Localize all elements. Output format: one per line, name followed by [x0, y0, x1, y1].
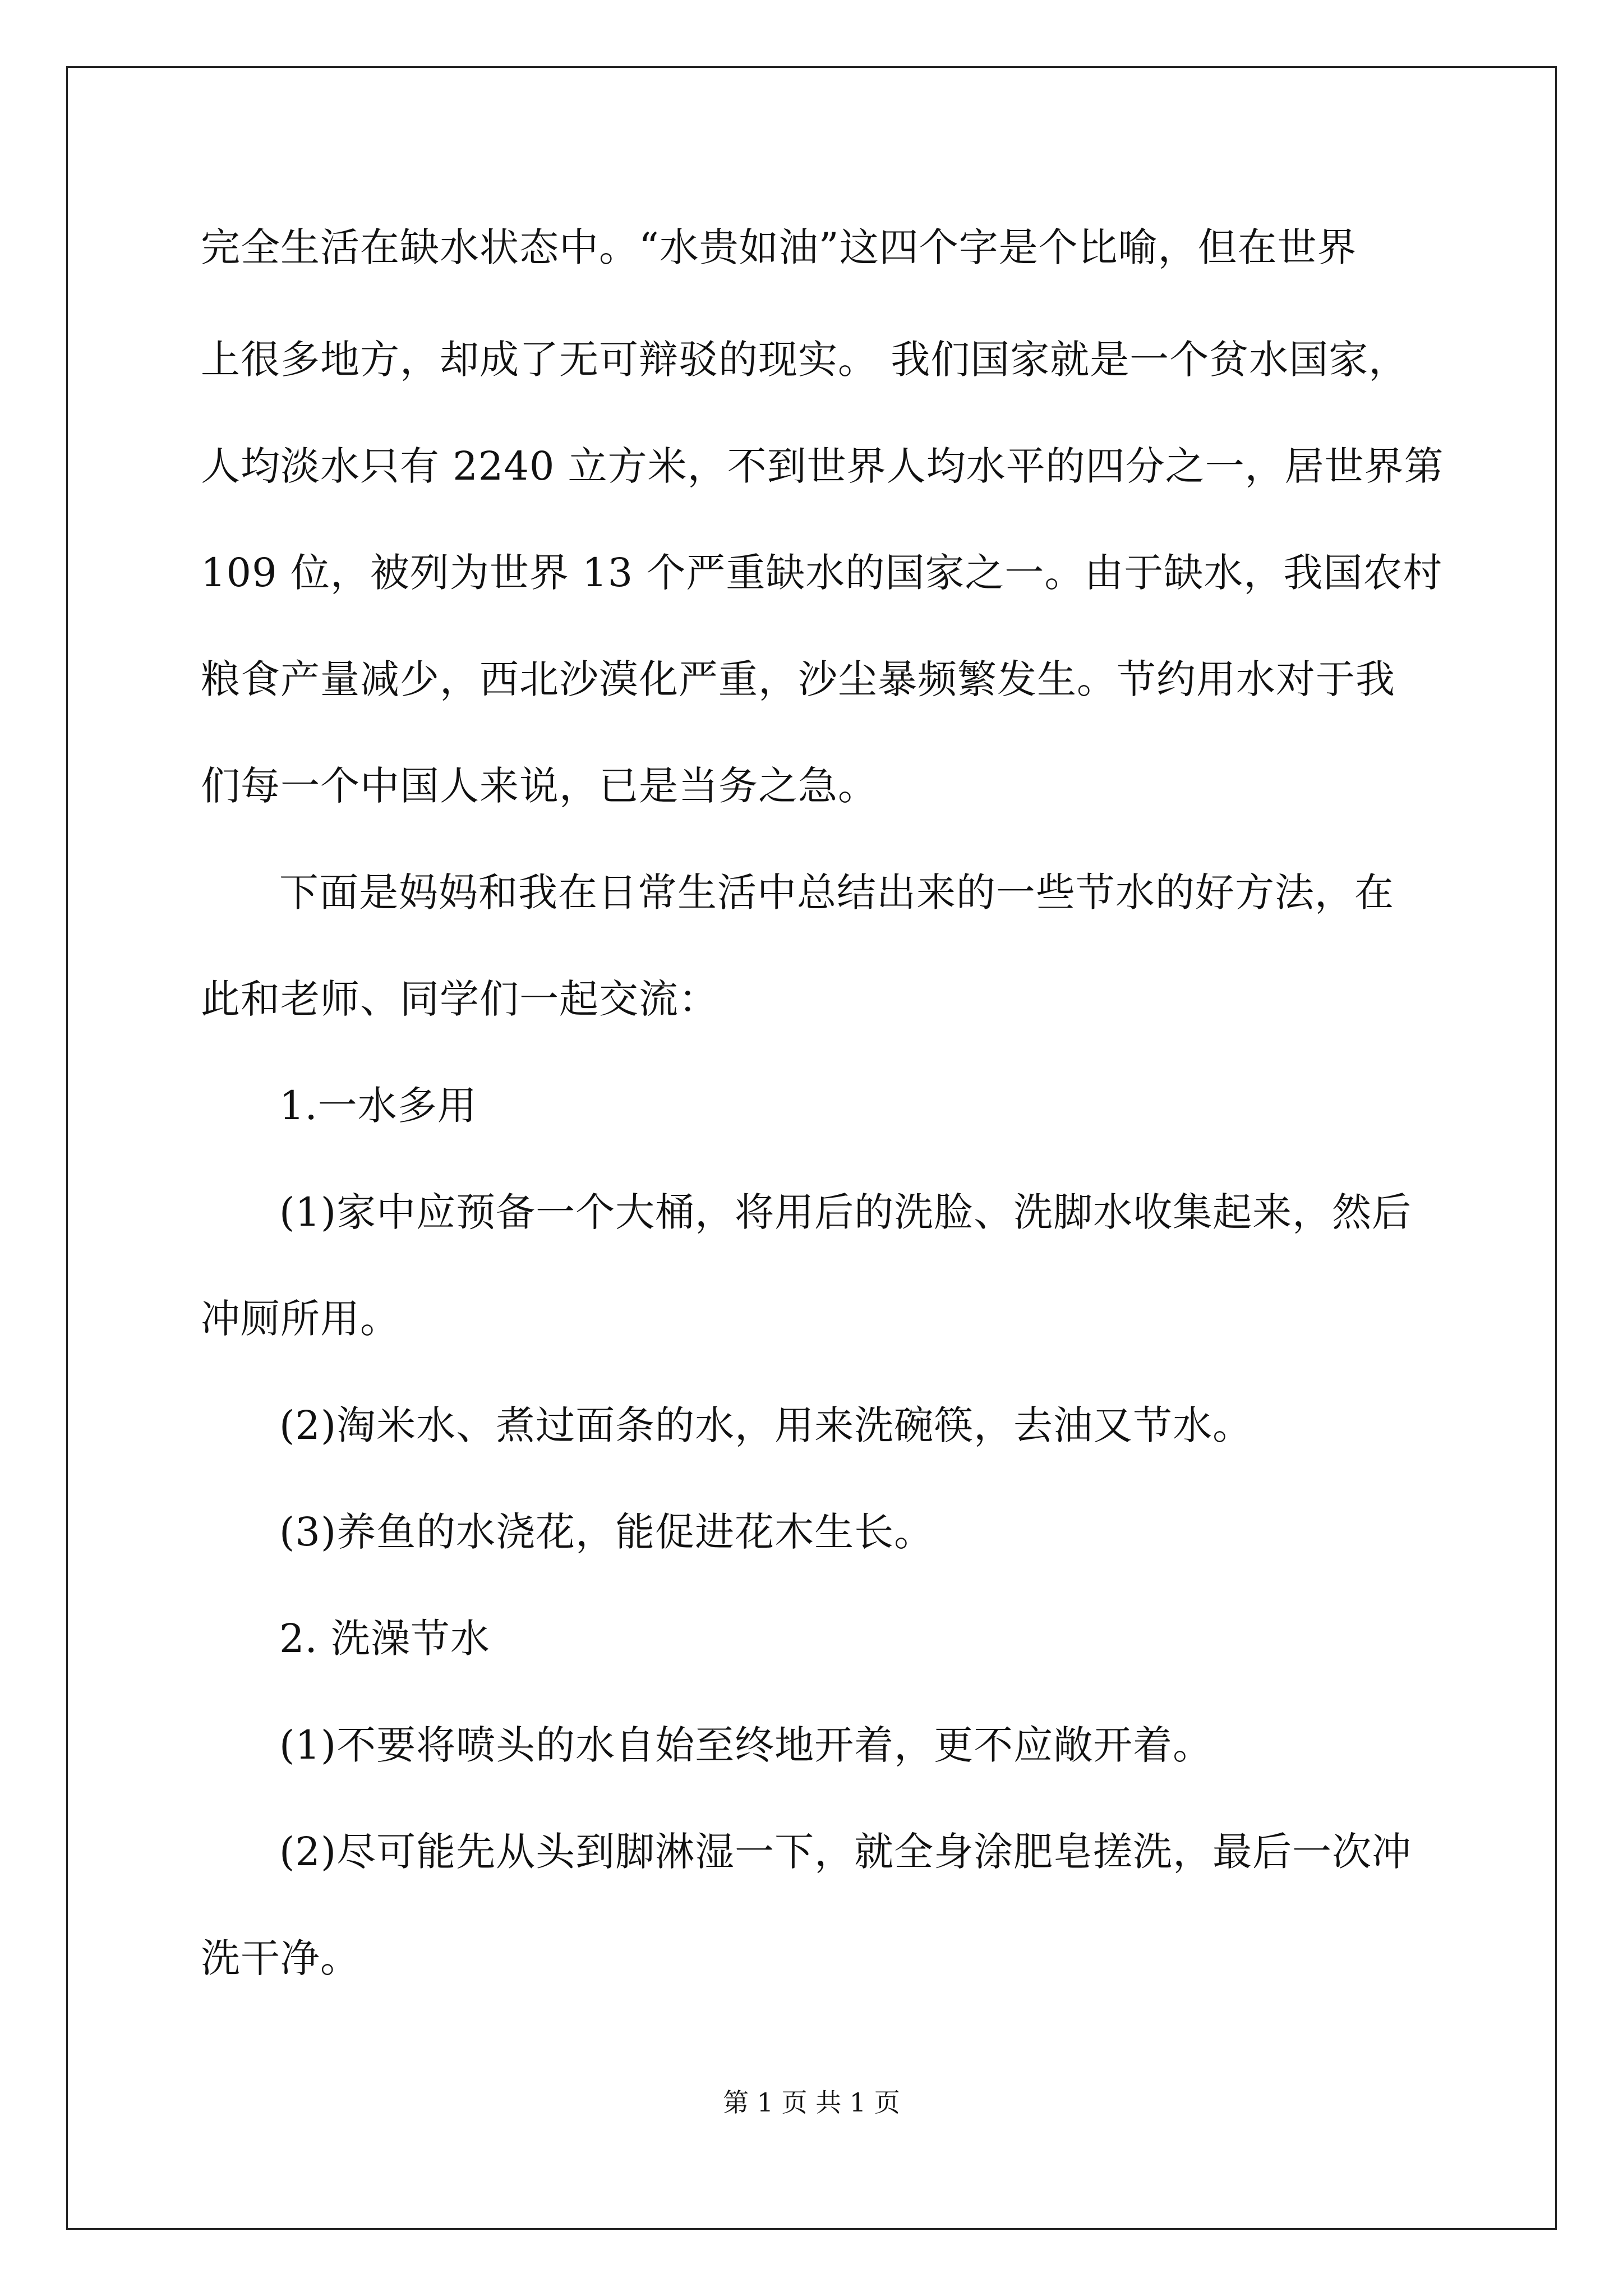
text-line: 们每一个中国人来说，已是当务之急。	[201, 763, 878, 809]
section-heading: 2. 洗澡节水	[279, 1616, 491, 1662]
text-line: 洗干净。	[201, 1935, 360, 1981]
paragraph-line: 下面是妈妈和我在日常生活中总结出来的一些节水的好方法，在	[279, 869, 1394, 915]
list-item: (2)尽可能先从头到脚淋湿一下，就全身涂肥皂搓洗，最后一次冲	[279, 1829, 1412, 1875]
text-line: 冲厕所用。	[201, 1296, 400, 1342]
page-footer: 第 1 页 共 1 页	[723, 2087, 900, 2118]
list-item: (2)淘米水、煮过面条的水，用来洗碗筷，去油又节水。	[279, 1402, 1253, 1448]
text-line: 此和老师、同学们一起交流：	[201, 976, 718, 1022]
text-line: 上很多地方，却成了无可辩驳的现实。 我们国家就是一个贫水国家，	[201, 337, 1409, 383]
page-border	[66, 66, 1557, 2230]
list-item: (3)养鱼的水浇花，能促进花木生长。	[279, 1509, 934, 1555]
text-line: 粮食产量减少，西北沙漠化严重，沙尘暴频繁发生。节约用水对于我	[201, 656, 1395, 702]
text-line: 人均淡水只有 2240 立方米，不到世界人均水平的四分之一，居世界第	[201, 443, 1444, 489]
text-line: 109 位，被列为世界 13 个严重缺水的国家之一。由于缺水，我国农村	[201, 550, 1443, 596]
list-item: (1)不要将喷头的水自始至终地开着，更不应敞开着。	[279, 1722, 1213, 1768]
text-line: 完全生活在缺水状态中。“水贵如油”这四个字是个比喻，但在世界	[201, 224, 1357, 270]
list-item: (1)家中应预备一个大桶，将用后的洗脸、洗脚水收集起来，然后	[279, 1189, 1412, 1235]
section-heading: 1.一水多用	[279, 1083, 477, 1129]
